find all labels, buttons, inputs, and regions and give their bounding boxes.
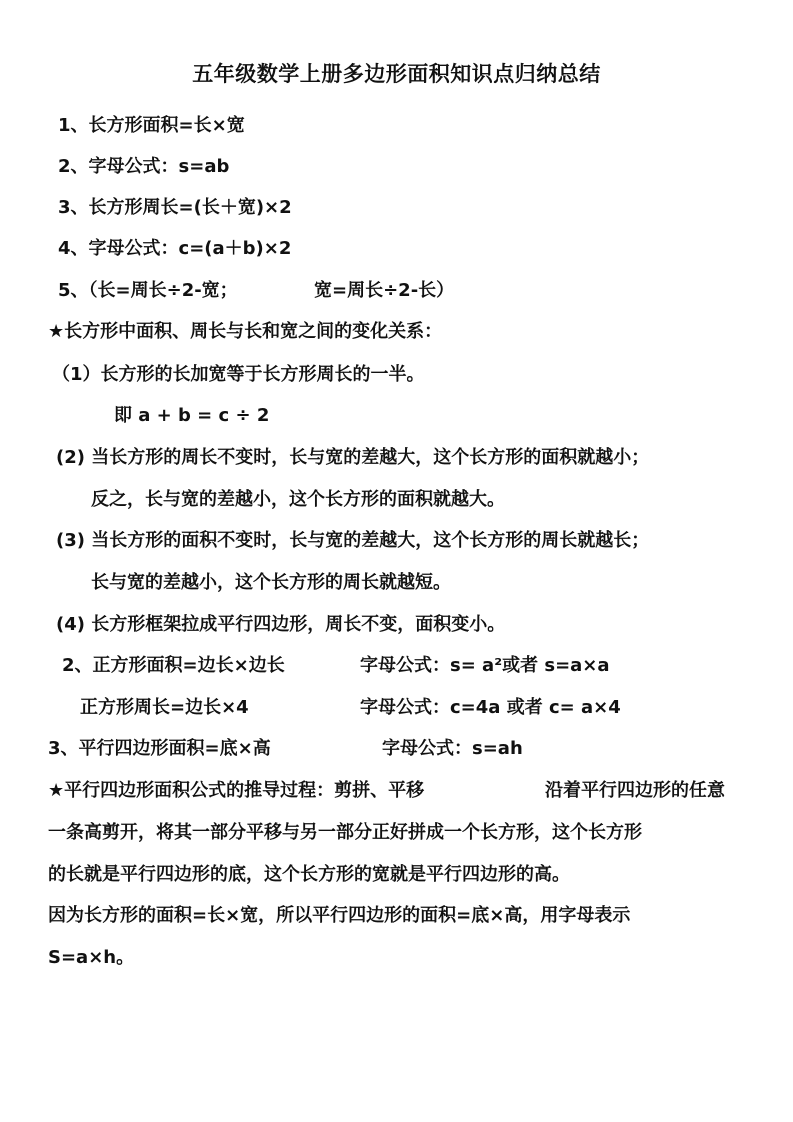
- section-heading-rect-relations: ★长方形中面积、周长与长和宽之间的变化关系：: [48, 321, 443, 342]
- parallelogram-area-formula: 3、平行四边形面积=底×高: [48, 738, 271, 759]
- rect-area-letter-formula: 2、字母公式：s=ab: [58, 156, 230, 177]
- rect-perimeter-formula: 3、长方形周长=(长＋宽)×2: [58, 197, 292, 218]
- section-heading-parallelogram-derivation: ★平行四边形面积公式的推导过程：剪拼、平移: [48, 780, 425, 801]
- relation-1-equation: 即 a + b = c ÷ 2: [114, 405, 270, 426]
- rect-area-formula: 1、长方形面积=长×宽: [58, 115, 245, 136]
- rect-perimeter-letter-formula: 4、字母公式：c=(a＋b)×2: [58, 238, 292, 259]
- derivation-text-4: 因为长方形的面积=长×宽，所以平行四边形的面积=底×高，用字母表示: [48, 905, 631, 926]
- square-perimeter-letter-formula: 字母公式：c=4a 或者 c= a×4: [360, 697, 621, 718]
- square-area-formula: 2、正方形面积=边长×边长: [62, 655, 285, 676]
- relation-1: （1）长方形的长加宽等于长方形周长的一半。: [52, 364, 425, 385]
- relation-4: (4) 长方形框架拉成平行四边形，周长不变，面积变小。: [56, 614, 506, 635]
- relation-2: (2) 当长方形的周长不变时，长与宽的差越大，这个长方形的面积就越小；: [56, 447, 650, 468]
- derivation-text-5: S=a×h。: [48, 947, 135, 968]
- derivation-text-3: 的长就是平行四边形的底，这个长方形的宽就是平行四边形的高。: [48, 864, 570, 885]
- square-area-letter-formula: 字母公式：s= a²或者 s=a×a: [360, 655, 610, 676]
- relation-2-continued: 反之，长与宽的差越小，这个长方形的面积就越大。: [91, 489, 505, 510]
- derivation-text-start: 沿着平行四边形的任意: [545, 780, 725, 801]
- page-title: 五年级数学上册多边形面积知识点归纳总结: [192, 62, 601, 86]
- square-perimeter-formula: 正方形周长=边长×4: [80, 697, 249, 718]
- relation-3: (3) 当长方形的面积不变时，长与宽的差越大，这个长方形的周长就越长；: [56, 530, 650, 551]
- rect-length-width-formula: 5、（长=周长÷2-宽；: [58, 280, 238, 301]
- relation-3-continued: 长与宽的差越小，这个长方形的周长就越短。: [91, 572, 451, 593]
- derivation-text-2: 一条高剪开，将其一部分平移与另一部分正好拼成一个长方形，这个长方形: [48, 822, 642, 843]
- parallelogram-letter-formula: 字母公式：s=ah: [382, 738, 523, 759]
- rect-width-formula: 宽=周长÷2-长）: [314, 280, 455, 301]
